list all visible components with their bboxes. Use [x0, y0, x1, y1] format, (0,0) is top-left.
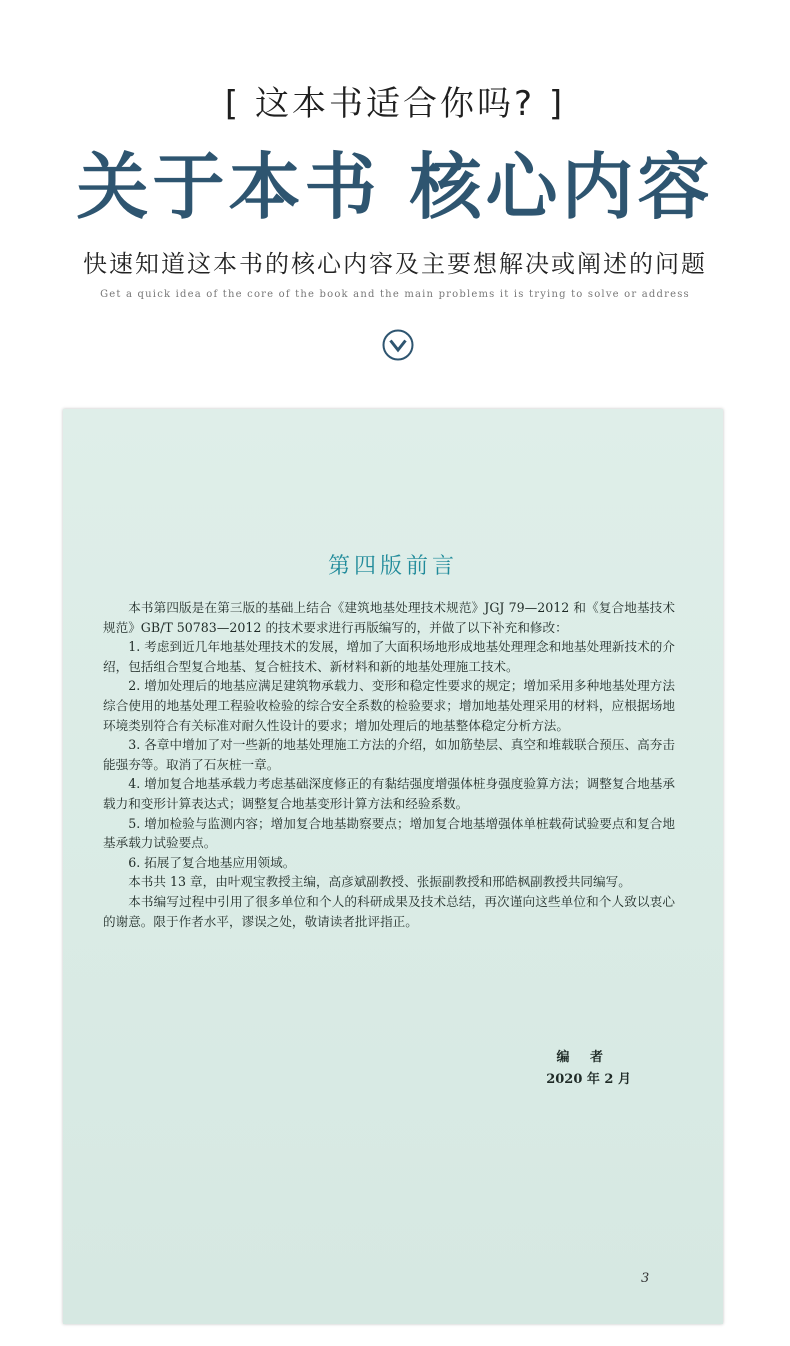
book-page-photo [63, 409, 723, 1324]
paragraph: 4. 增加复合地基承载力考虑基础深度修正的有黏结强度增强体桩身强度验算方法；调整复合地基承载力和变形计算表达式；调整复合地基变形计算方法和经验系数。 [103, 776, 675, 811]
section-subtitle-english: Get a quick idea of the core of the book and the main problems it is trying to solve or address [100, 289, 690, 300]
section-question: [ 这本书适合你吗? ] [224, 84, 566, 124]
section-subtitle: 快速知道这本书的核心内容及主要想解决或阐述的问题 [83, 250, 707, 278]
chevron-down-icon [382, 329, 414, 361]
page-body [103, 598, 675, 931]
date-signature: 2020 年 2 月 [546, 1072, 631, 1087]
page-number: 3 [641, 1271, 650, 1286]
paragraph: 1. 考虑到近几年地基处理技术的发展，增加了大面积场地形成地基处理理念和地基处理新技术的介绍，包括组合型复合地基、复合桩技术、新材料和新的地基处理施工技术。 [103, 639, 675, 674]
paragraph: 本书编写过程中引用了很多单位和个人的科研成果及技术总结，再次谨向这些单位和个人致以衷心的谢意。限于作者水平，谬误之处，敬请读者批评指正。 [103, 893, 675, 929]
section-title: 关于本书 核心内容 [76, 144, 714, 229]
paragraph: 3. 各章中增加了对一些新的地基处理施工方法的介绍，如加筋垫层、真空和堆载联合预压、高夯击能强夯等。取消了石灰桩一章。 [103, 737, 675, 772]
author-signature: 编 者 [556, 1050, 611, 1065]
paragraph: 2. 增加处理后的地基应满足建筑物承载力、变形和稳定性要求的规定；增加采用多种地基处理方法综合使用的地基处理工程验收检验的综合安全系数的检验要求；增加地基处理采用的材料，应根据场地环境类别符合有关标准对耐久性设计的要求；增加处理后的地基整体稳定分析方法。 [103, 678, 675, 733]
paragraph: 6. 拓展了复合地基应用领域。 [128, 854, 296, 870]
paragraph: 5. 增加检验与监测内容；增加复合地基勘察要点；增加复合地基增强体单桩载荷试验要点和复合地基承载力试验要点。 [103, 815, 675, 851]
page-title: 第四版前言 [327, 554, 458, 579]
paragraph: 本书第四版是在第三版的基础上结合《建筑地基处理技术规范》JGJ 79—2012 和《复合地基技术规范》GB/T 50783—2012 的技术要求进行再版编写的，并做了以下补充和修改： [103, 600, 675, 635]
paragraph: 本书共 13 章，由叶观宝教授主编，高彦斌副教授、张振副教授和邢皓枫副教授共同编写。 [128, 874, 631, 890]
